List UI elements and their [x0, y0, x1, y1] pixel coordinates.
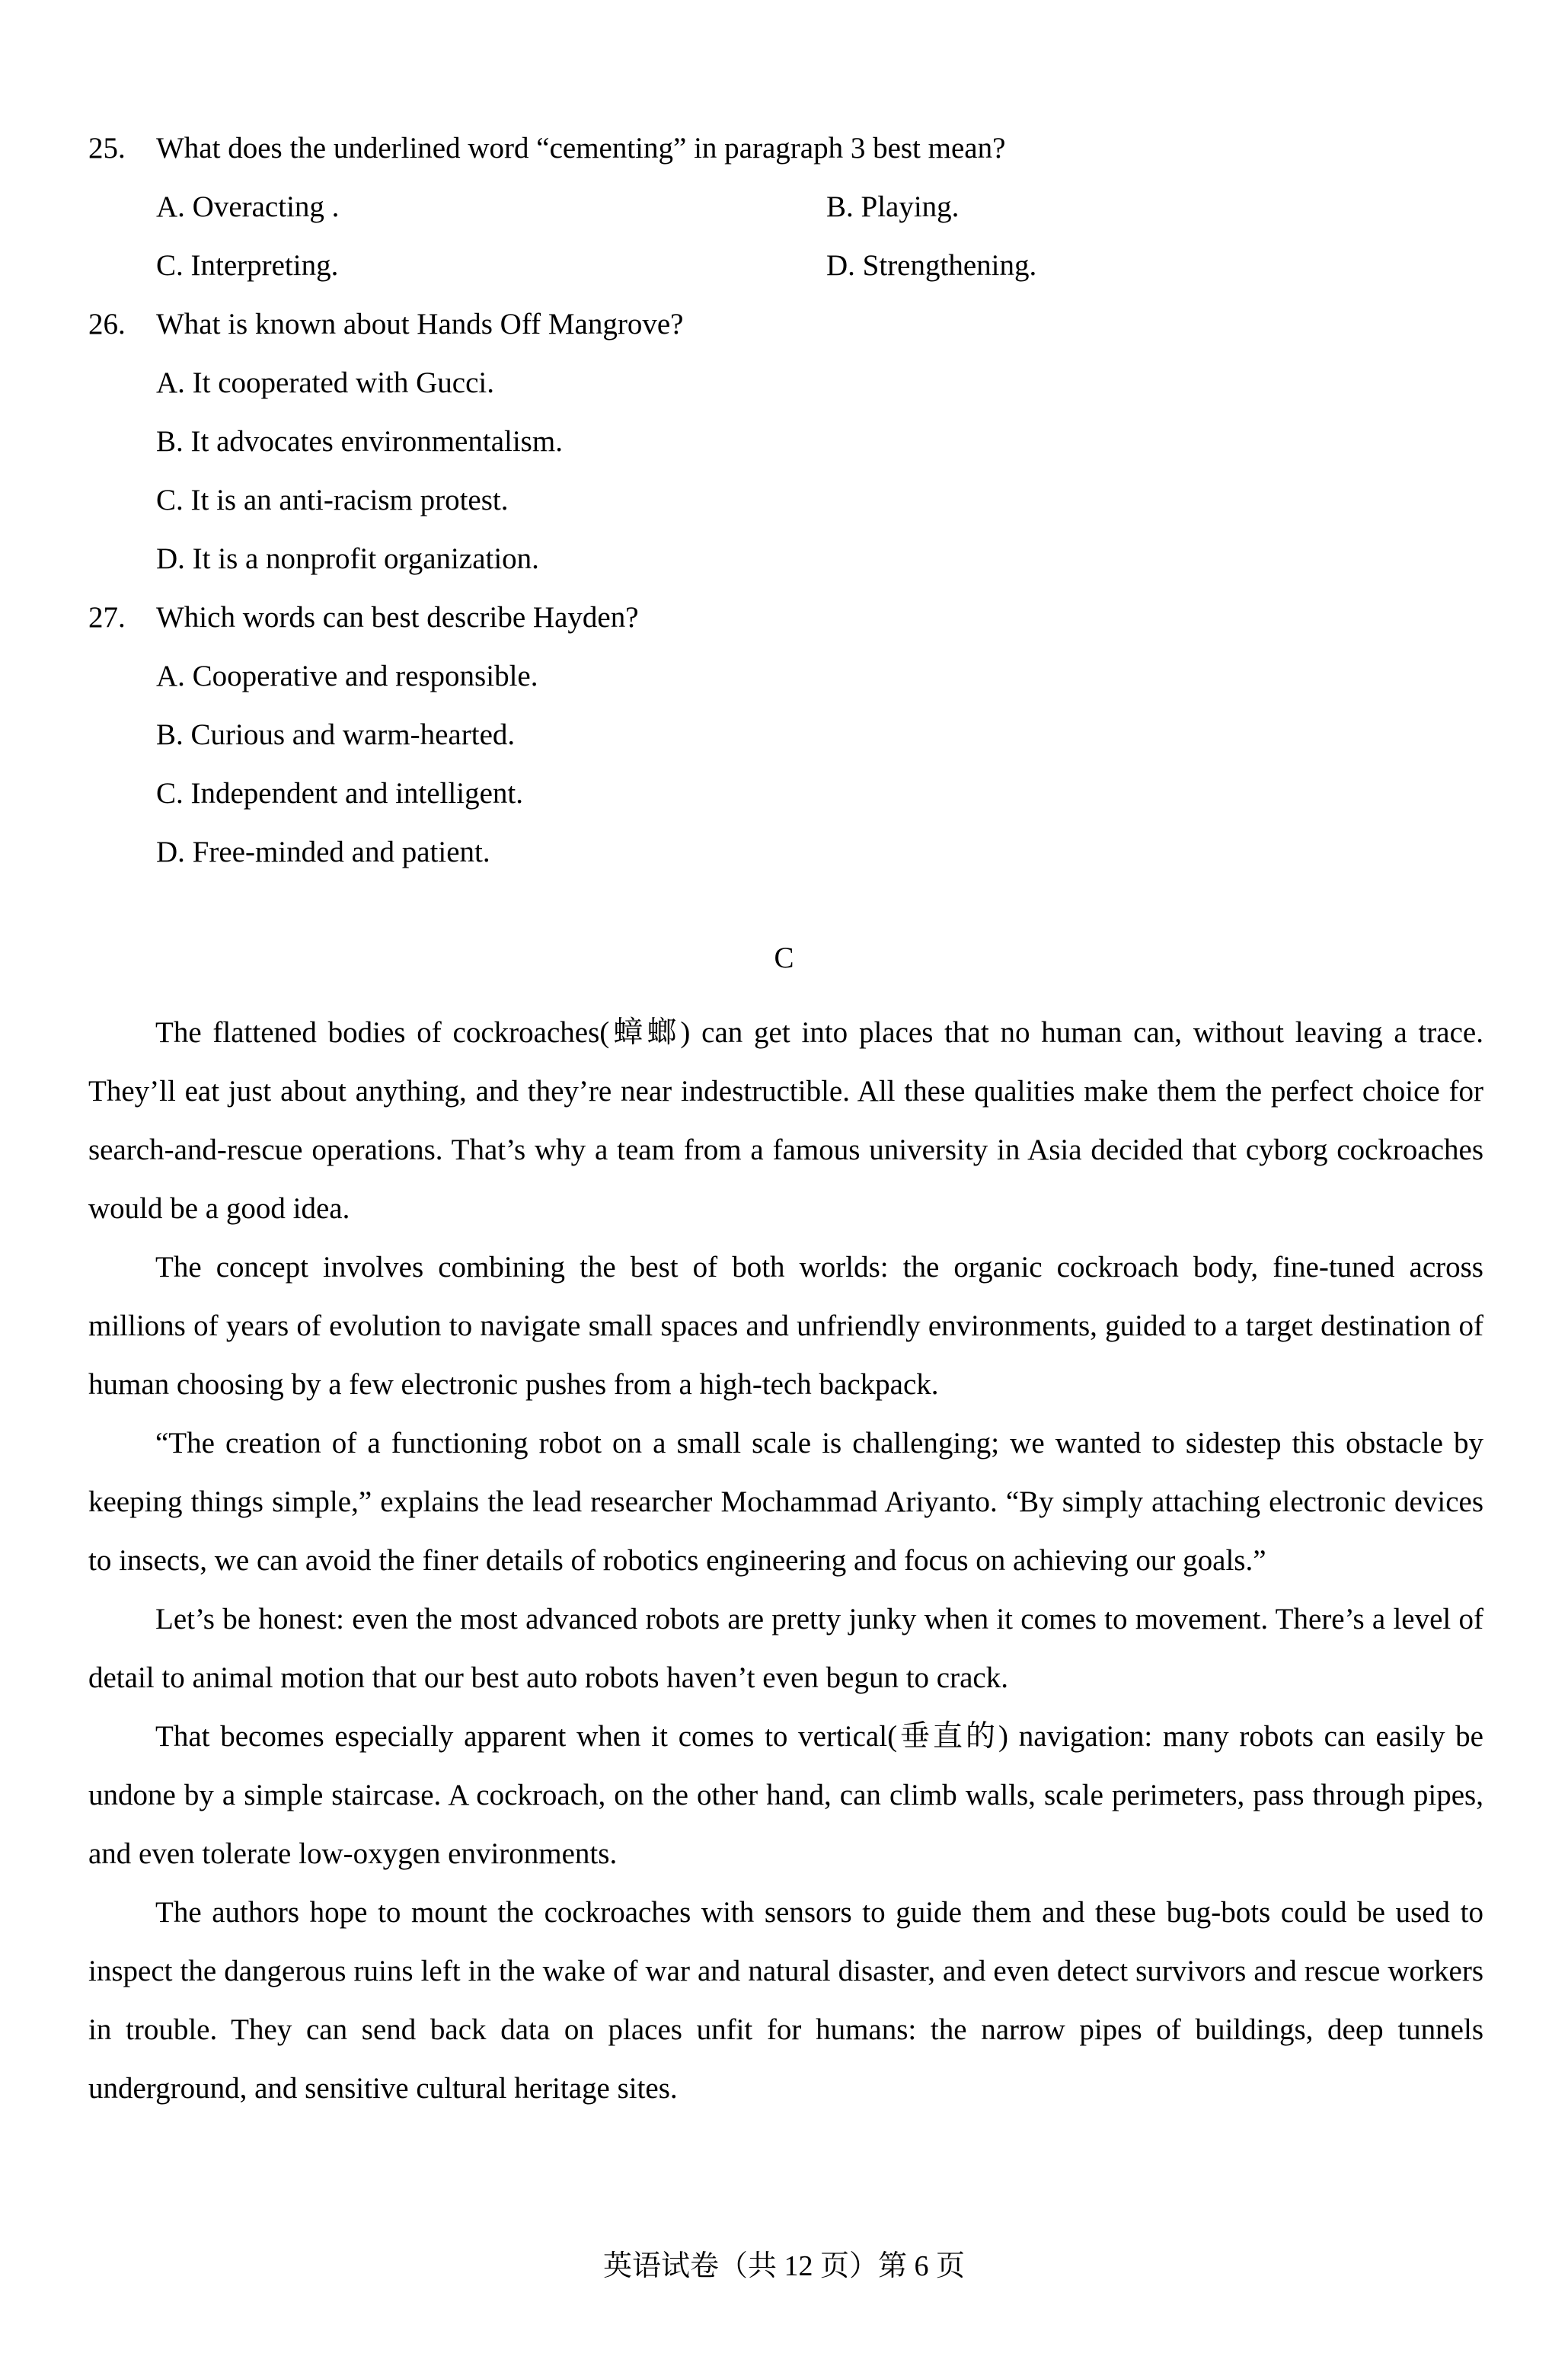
question-stem: Which words can best describe Hayden? [156, 601, 639, 634]
question-stem: What is known about Hands Off Mangrove? [156, 308, 684, 341]
option-c: C. Interpreting. [156, 249, 339, 282]
option-b: B. Curious and warm-hearted. [156, 718, 516, 751]
passage-paragraph: That becomes especially apparent when it comes to vertical(垂直的) navigation: many robots can easily be undone by a simple staircase. A cockroach, on the other hand, can climb walls, scale perimeters, pass through pipes, and even tolerate low-oxygen environments. [88, 1720, 1483, 1870]
option-d: D. It is a nonprofit organization. [156, 542, 539, 575]
option-d: D. Free-minded and patient. [156, 836, 490, 868]
option-b: B. It advocates environmentalism. [156, 425, 563, 458]
passage-paragraph: “The creation of a functioning robot on a small scale is challenging; we wanted to sidestep this obstacle by keeping things simple,” explains the lead researcher Mochammad Ariyanto. “By simply attaching electronic devices to insects, we can avoid the finer details of robotics engineering and focus on achieving our goals.” [88, 1427, 1483, 1577]
passage-paragraph: The concept involves combining the best of both worlds: the organic cockroach body, fine-tuned across millions of years of evolution to navigate small spaces and unfriendly environments, guided to a target destination of human choosing by a few electronic pushes from a high-tech backpack. [88, 1251, 1483, 1401]
question-number: 27. [88, 601, 126, 634]
page-footer: 英语试卷（共 12 页）第 6 页 [602, 2250, 965, 2282]
question-number: 26. [88, 308, 126, 341]
option-a: A. Cooperative and responsible. [156, 660, 538, 692]
option-c: C. It is an anti-racism protest. [156, 484, 509, 516]
option-a: A. It cooperated with Gucci. [156, 366, 495, 399]
section-heading: C [774, 942, 794, 974]
option-c: C. Independent and intelligent. [156, 777, 523, 810]
passage-paragraph: The authors hope to mount the cockroaches with sensors to guide them and these bug-bots could be used to inspect the dangerous ruins left in the wake of war and natural disaster, and even detect survivors and rescue workers in trouble. They can send back data on places unfit for humans: the narrow pipes of buildings, deep tunnels underground, and sensitive cultural heritage sites. [88, 1896, 1483, 2105]
reading-passage [88, 1003, 1483, 2118]
option-b: B. Playing. [826, 190, 960, 223]
option-a: A. Overacting . [156, 190, 340, 223]
passage-paragraph: Let’s be honest: even the most advanced robots are pretty junky when it comes to movement. There’s a level of detail to animal motion that our best auto robots haven’t even begun to crack. [88, 1603, 1483, 1694]
question-number: 25. [88, 132, 126, 165]
option-d: D. Strengthening. [826, 249, 1037, 282]
question-stem: What does the underlined word “cementing” in paragraph 3 best mean? [156, 132, 1006, 165]
passage-paragraph: The flattened bodies of cockroaches(蟑螂) can get into places that no human can, without leaving a trace. They’ll eat just about anything, and they’re near indestructible. All these qualities make them the perfect choice for search-and-rescue operations. That’s why a team from a famous university in Asia decided that cyborg cockroaches would be a good idea. [88, 1016, 1483, 1225]
